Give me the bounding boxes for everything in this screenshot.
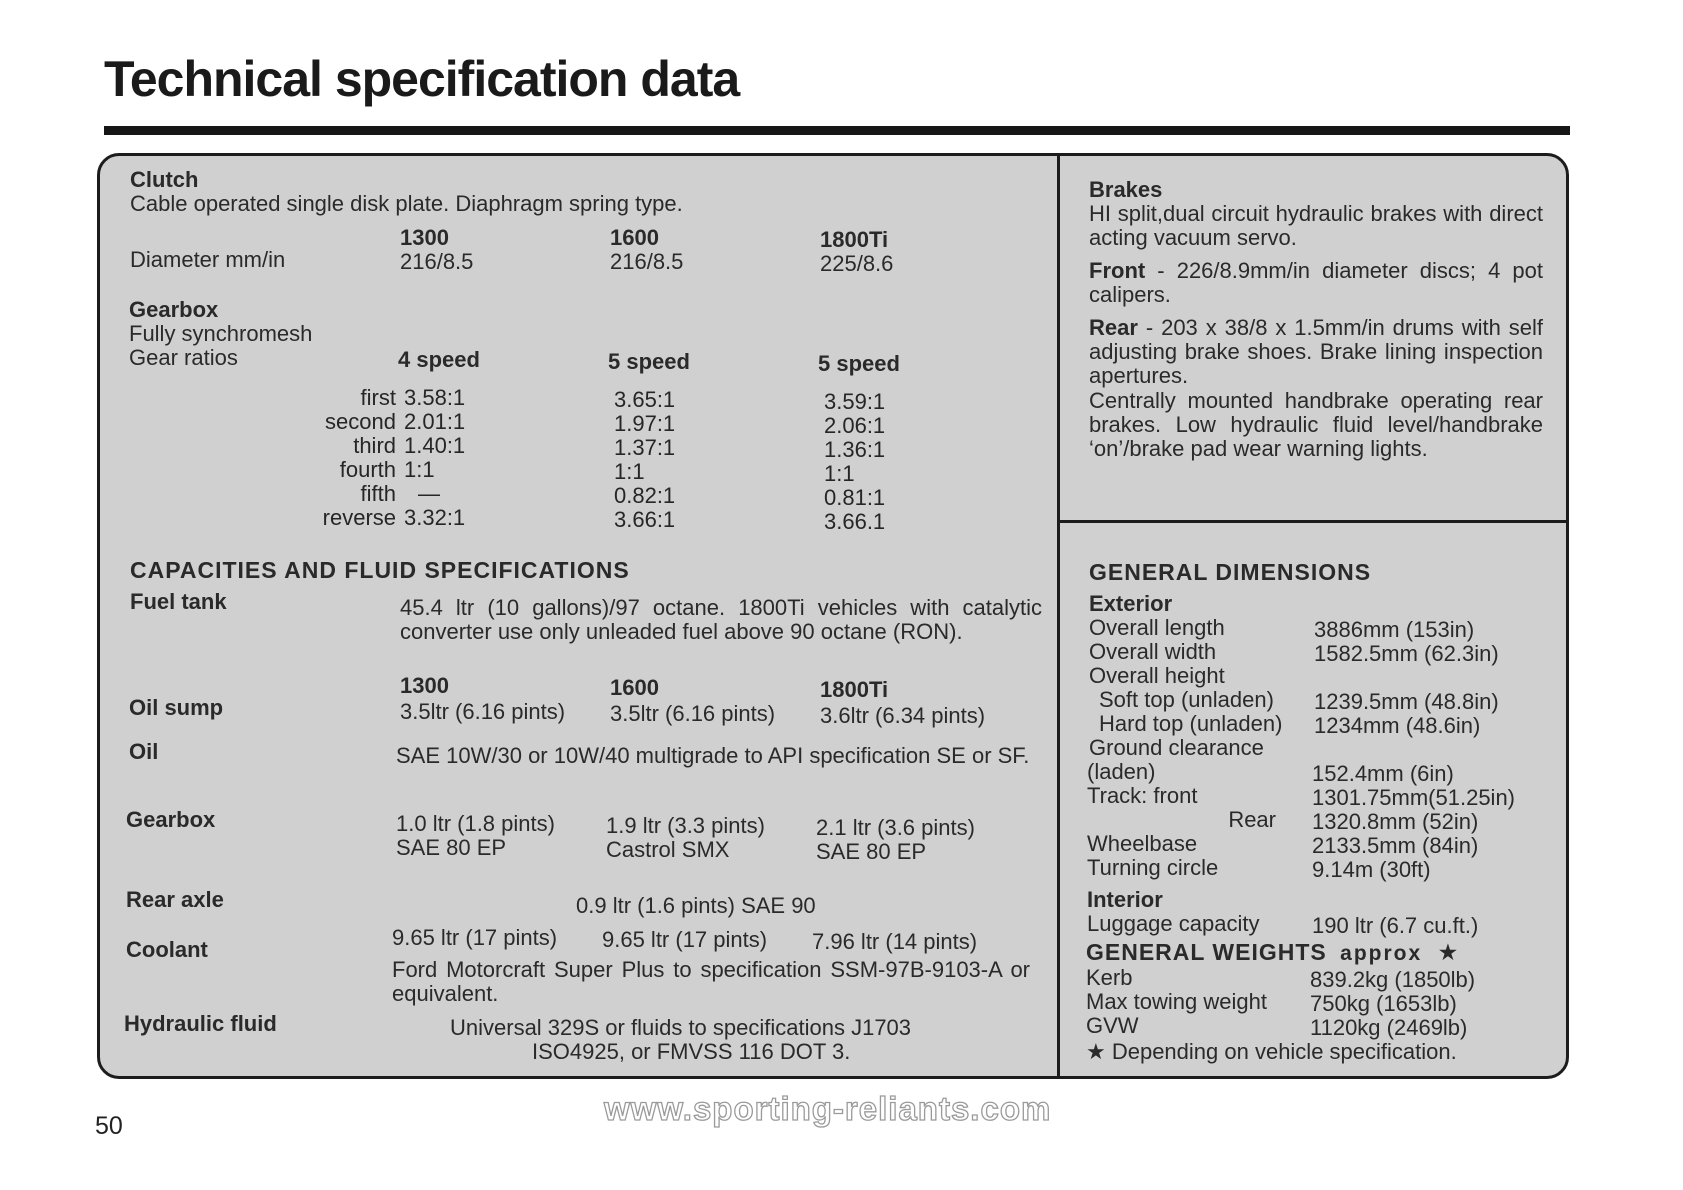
gear-ratios-label: Gear ratios (129, 345, 238, 370)
gear-name-fourth: fourth (339, 457, 396, 482)
gearbox-heading: Gearbox (129, 297, 219, 322)
coolant-1800ti: 7.96 ltr (14 pints) (812, 929, 978, 954)
gearbox-qty-5speed-a: 1.9 ltr (3.3 pints) (606, 813, 765, 838)
ratio-5speed-a-fifth: 0.82:1 (614, 483, 676, 508)
gear-name-fifth: fifth (360, 481, 396, 506)
ratio-5speed-a-third: 1.37:1 (614, 435, 676, 460)
ratio-4speed-third: 1.40:1 (404, 433, 466, 458)
wheelbase-label: Wheelbase (1087, 831, 1198, 856)
interior-label: Interior (1087, 887, 1163, 912)
page-number: 50 (95, 1112, 123, 1140)
ratio-4speed-reverse: 3.32:1 (404, 505, 466, 530)
brakes-front (1089, 259, 1543, 307)
coolant-1300: 9.65 ltr (17 pints) (392, 925, 558, 950)
watermark: www.sporting-reliants.com (604, 1090, 1052, 1127)
kerb-value: 839.2kg (1850lb) (1310, 967, 1476, 992)
gearbox-spec-5speed-a: Castrol SMX (606, 837, 730, 862)
clutch-diameter-1600: 216/8.5 (610, 249, 684, 274)
kerb-label: Kerb (1086, 965, 1133, 990)
hydraulic-fluid-line1: Universal 329S or fluids to specifications J1703 (450, 1015, 912, 1040)
brakes-rear-text: - 203 x 38/8 x 1.5mm/in drums with self adjusting brake shoes. Brake lining inspection apertures. (1089, 315, 1543, 388)
clutch-diameter-1800ti: 225/8.6 (820, 251, 894, 276)
star-icon: ★ (1437, 939, 1460, 965)
rear-axle-value: 0.9 ltr (1.6 pints) SAE 90 (576, 893, 816, 918)
clutch-diameter-1300: 216/8.5 (400, 249, 474, 274)
ratio-5speed-b-fifth: 0.81:1 (824, 485, 886, 510)
weights-footnote: ★ Depending on vehicle specification. (1086, 1039, 1457, 1064)
cap-model-1800ti: 1800Ti (820, 677, 889, 702)
ratio-4speed-second: 2.01:1 (404, 409, 466, 434)
oil-text: SAE 10W/30 or 10W/40 multigrade to API specification SE or SF. (396, 743, 1030, 768)
soft-top-label: Soft top (unladen) (1099, 687, 1274, 712)
column-divider (1057, 156, 1060, 1076)
spec-box (97, 153, 1569, 1079)
brakes-handbrake: Centrally mounted handbrake operating rear brakes. Low hydraulic fluid level/handbrake ‘on’/brake pad wear warning lights. (1089, 388, 1543, 461)
turning-circle-label: Turning circle (1087, 855, 1219, 880)
brakes-heading: Brakes (1089, 177, 1163, 202)
overall-length-value: 3886mm (153in) (1314, 617, 1475, 642)
fuel-tank-label: Fuel tank (130, 589, 227, 614)
gvw-label: GVW (1086, 1013, 1139, 1038)
luggage-capacity-label: Luggage capacity (1087, 911, 1260, 936)
gear-col-5speed-a: 5 speed (608, 349, 690, 374)
clutch-model-1800ti: 1800Ti (820, 227, 889, 252)
row-divider (1060, 520, 1569, 523)
clutch-model-1300: 1300 (400, 225, 449, 250)
gearbox-capacity-label: Gearbox (126, 807, 216, 832)
ratio-5speed-b-second: 2.06:1 (824, 413, 886, 438)
oil-sump-1300: 3.5ltr (6.16 pints) (400, 699, 566, 724)
ratio-4speed-fifth: — (418, 481, 440, 506)
ratio-5speed-b-reverse: 3.66.1 (824, 509, 886, 534)
oil-sump-label: Oil sump (129, 695, 224, 720)
weights-heading (1086, 940, 1459, 966)
soft-top-value: 1239.5mm (48.8in) (1314, 689, 1499, 714)
brakes-front-text: - 226/8.9mm/in diameter discs; 4 pot calipers. (1089, 258, 1543, 307)
hydraulic-fluid-label: Hydraulic fluid (124, 1011, 277, 1036)
hydraulic-fluid-line2: ISO4925, or FMVSS 116 DOT 3. (532, 1039, 851, 1064)
clutch-heading: Clutch (130, 167, 199, 192)
rear-axle-label: Rear axle (126, 887, 224, 912)
coolant-label: Coolant (126, 937, 208, 962)
overall-height-label: Overall height (1089, 663, 1225, 688)
ratio-5speed-a-fourth: 1:1 (614, 459, 645, 484)
page-title: Technical specification data (104, 51, 740, 107)
cap-model-1300: 1300 (400, 673, 449, 698)
dimensions-heading: GENERAL DIMENSIONS (1089, 559, 1372, 585)
ratio-5speed-a-reverse: 3.66:1 (614, 507, 676, 532)
gvw-value: 1120kg (2469lb) (1310, 1015, 1468, 1040)
fuel-tank-text: 45.4 ltr (10 gallons)/97 octane. 1800Ti vehicles with catalytic converter use only unleaded fuel above 90 octane (RON). (400, 595, 1042, 644)
oil-label: Oil (129, 739, 159, 764)
overall-width-value: 1582.5mm (62.3in) (1314, 641, 1499, 666)
oil-sump-1600: 3.5ltr (6.16 pints) (610, 701, 776, 726)
ground-clearance-laden-label: (laden) (1087, 759, 1156, 784)
brakes-intro: HI split,dual circuit hydraulic brakes with direct acting vacuum servo. (1089, 201, 1543, 250)
gearbox-spec-5speed-b: SAE 80 EP (816, 839, 927, 864)
gear-col-5speed-b: 5 speed (818, 351, 900, 376)
gearbox-spec-4speed: SAE 80 EP (396, 835, 507, 860)
coolant-1600: 9.65 ltr (17 pints) (602, 927, 768, 952)
ratio-4speed-fourth: 1:1 (404, 457, 435, 482)
track-rear-label: Rear (1228, 807, 1276, 832)
gearbox-synchromesh: Fully synchromesh (129, 321, 313, 346)
coolant-text: Ford Motorcraft Super Plus to specification SSM-97B-9103-A or equivalent. (392, 957, 1030, 1006)
overall-width-label: Overall width (1089, 639, 1217, 664)
gear-name-first: first (360, 385, 396, 410)
track-rear-value: 1320.8mm (52in) (1312, 809, 1479, 834)
wheelbase-value: 2133.5mm (84in) (1312, 833, 1479, 858)
gear-name-reverse: reverse (322, 505, 396, 530)
clutch-diameter-label: Diameter mm/in (130, 247, 286, 272)
ground-clearance-label: Ground clearance (1089, 735, 1264, 760)
gear-name-third: third (353, 433, 396, 458)
weights-approx: approx (1340, 942, 1423, 965)
towing-weight-value: 750kg (1653lb) (1310, 991, 1457, 1016)
towing-weight-label: Max towing weight (1086, 989, 1267, 1014)
overall-length-label: Overall length (1089, 615, 1225, 640)
ratio-5speed-b-first: 3.59:1 (824, 389, 886, 414)
clutch-description: Cable operated single disk plate. Diaphragm spring type. (130, 191, 683, 216)
hard-top-label: Hard top (unladen) (1099, 711, 1283, 736)
gear-col-4speed: 4 speed (398, 347, 480, 372)
brakes-rear-label: Rear (1089, 315, 1138, 340)
gear-name-second: second (325, 409, 396, 434)
ratio-5speed-a-second: 1.97:1 (614, 411, 676, 436)
cap-model-1600: 1600 (610, 675, 659, 700)
ratio-5speed-b-third: 1.36:1 (824, 437, 886, 462)
gearbox-qty-4speed: 1.0 ltr (1.8 pints) (396, 811, 555, 836)
luggage-capacity-value: 190 ltr (6.7 cu.ft.) (1312, 913, 1479, 938)
hard-top-value: 1234mm (48.6in) (1314, 713, 1481, 738)
track-front-value: 1301.75mm(51.25in) (1312, 785, 1516, 810)
gearbox-qty-5speed-b: 2.1 ltr (3.6 pints) (816, 815, 975, 840)
weights-heading-text: GENERAL WEIGHTS (1086, 939, 1327, 965)
brakes-front-label: Front (1089, 258, 1146, 283)
track-front-label: Track: front (1087, 783, 1198, 808)
title-rule (104, 126, 1570, 135)
turning-circle-value: 9.14m (30ft) (1312, 857, 1431, 882)
oil-sump-1800ti: 3.6ltr (6.34 pints) (820, 703, 986, 728)
ratio-5speed-b-fourth: 1:1 (824, 461, 855, 486)
clutch-model-1600: 1600 (610, 225, 659, 250)
brakes-rear (1089, 316, 1543, 388)
ratio-4speed-first: 3.58:1 (404, 385, 466, 410)
ground-clearance-value: 152.4mm (6in) (1312, 761, 1454, 786)
ratio-5speed-a-first: 3.65:1 (614, 387, 676, 412)
capacities-heading: CAPACITIES AND FLUID SPECIFICATIONS (130, 557, 630, 583)
exterior-label: Exterior (1089, 591, 1173, 616)
